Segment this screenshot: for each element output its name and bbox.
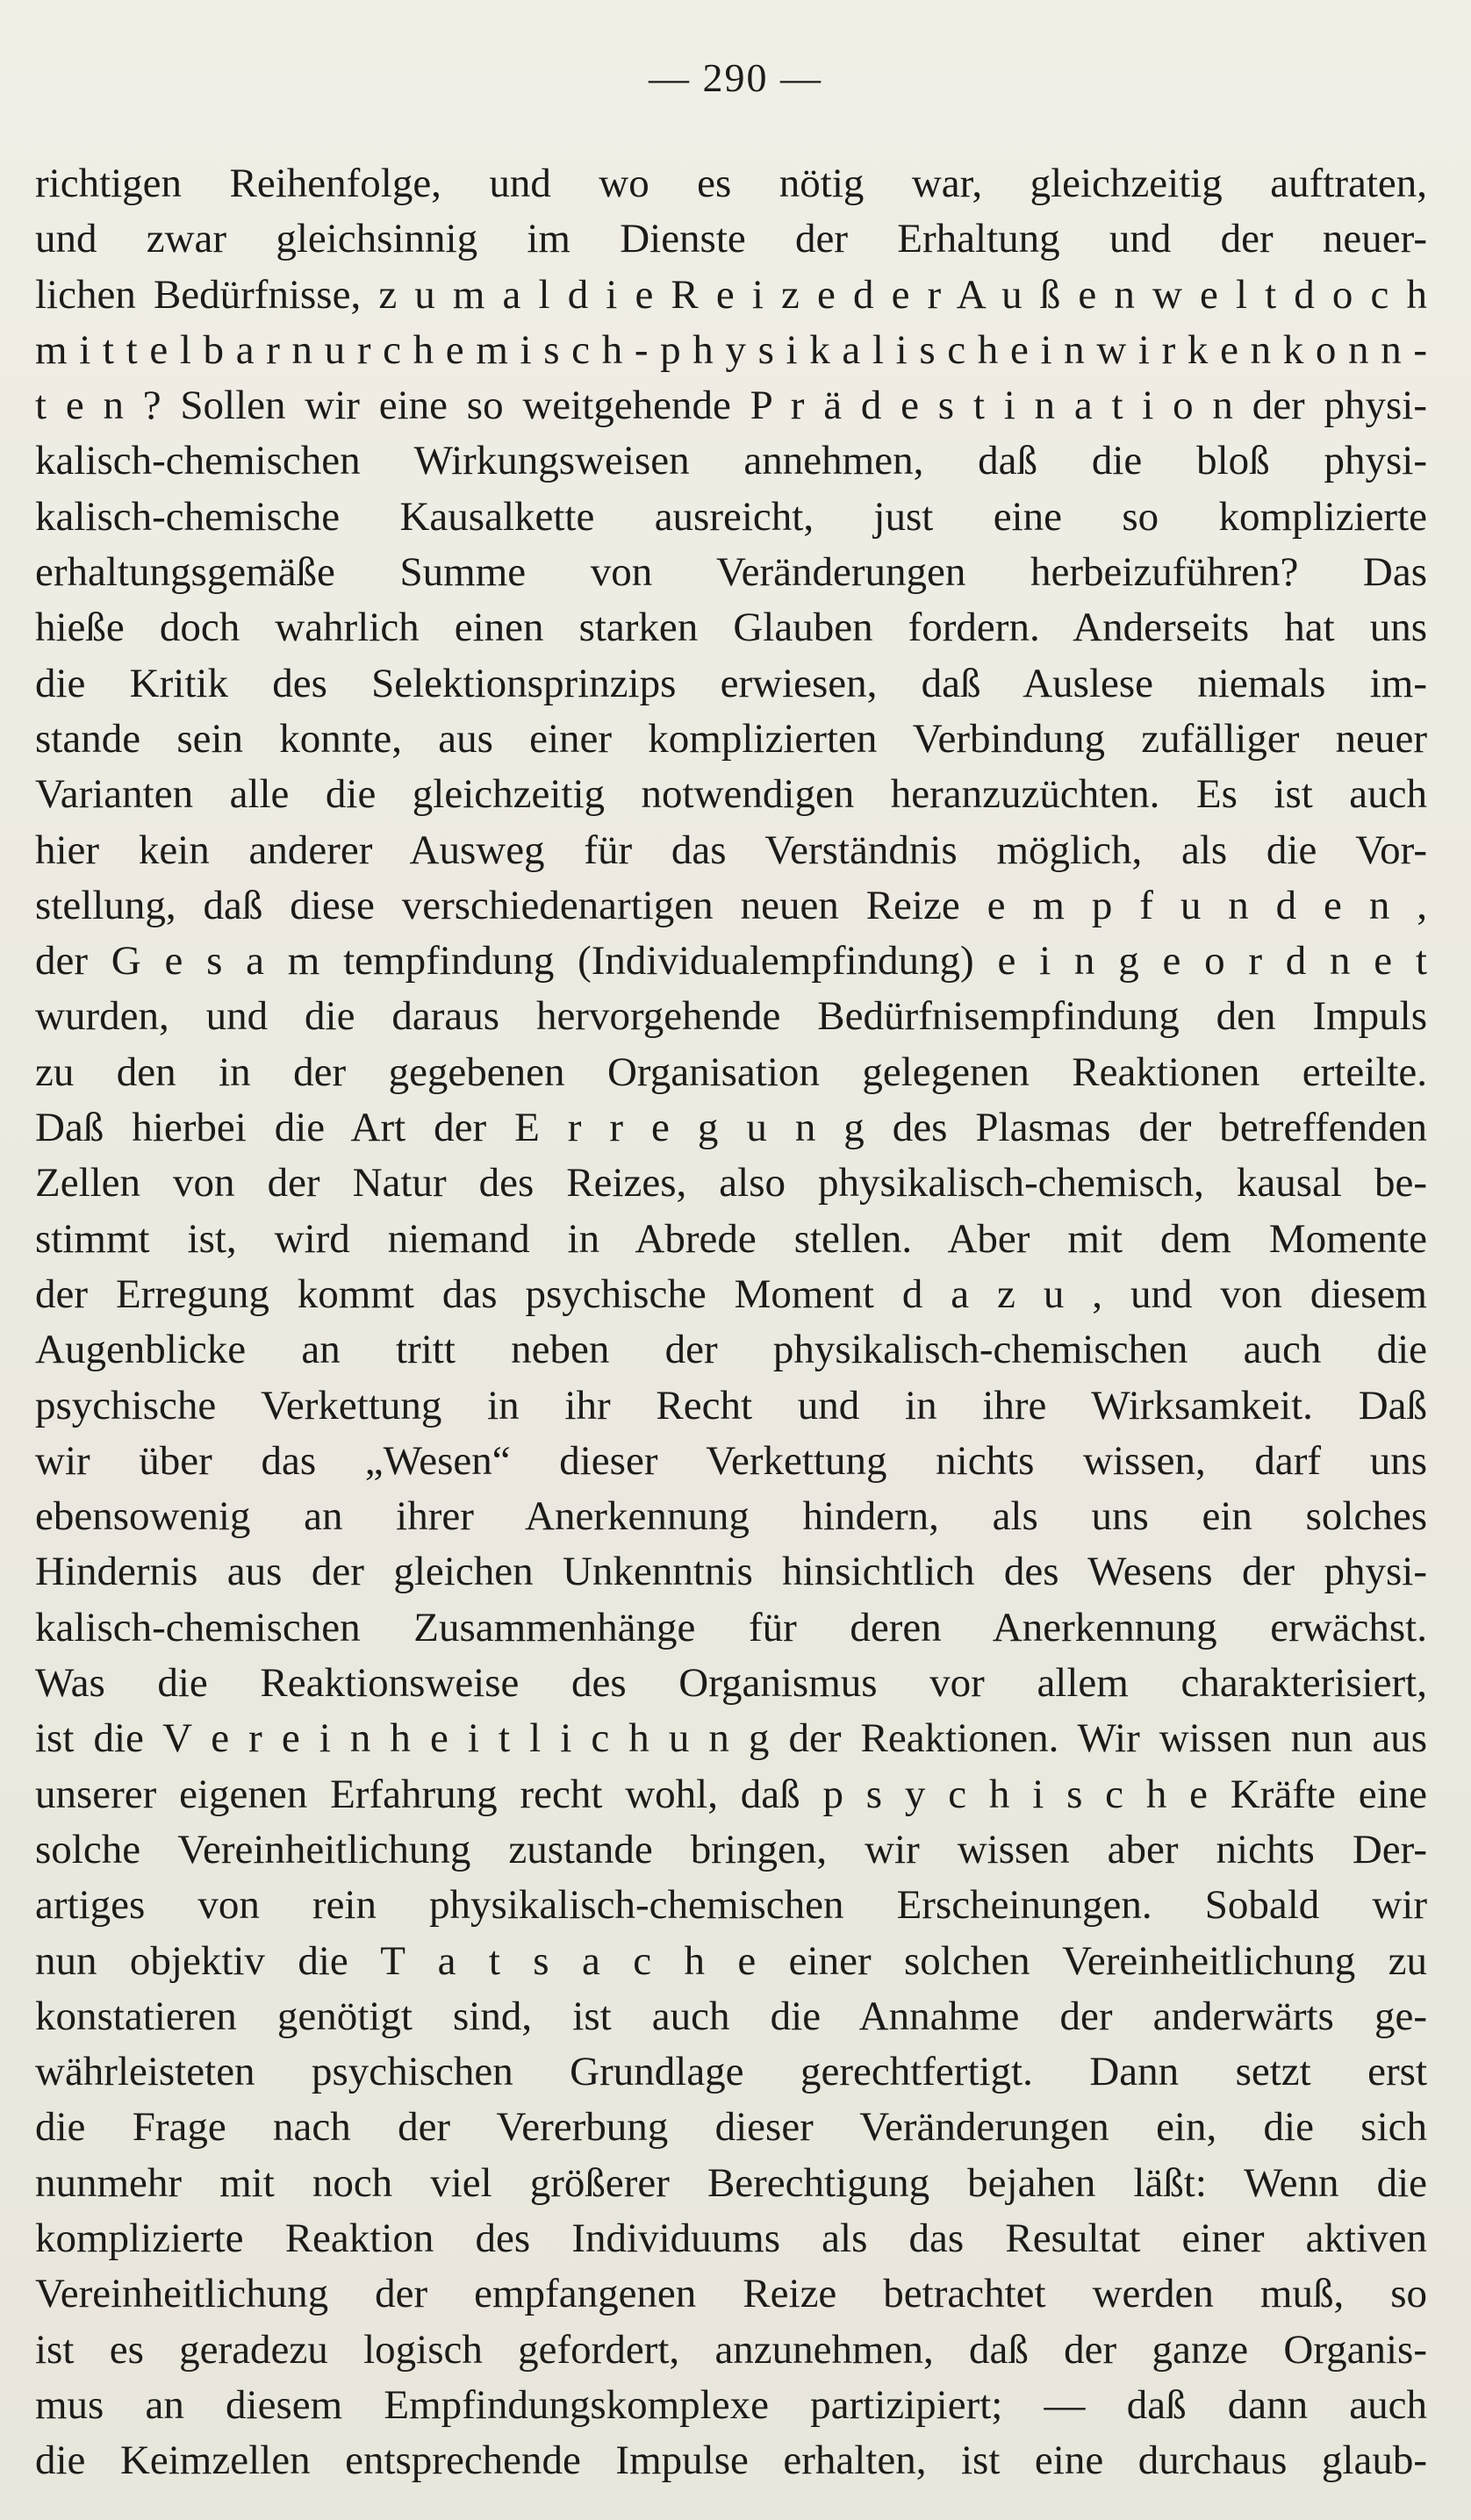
text-line: Augenblicke an tritt neben der physikalisch-chemischen auch die [35, 1327, 1427, 1373]
text-line: solche Vereinheitlichung zustande bringen, wir wissen aber nichts Der- [35, 1826, 1427, 1872]
text-line: nun objektiv die T a t s a c h e einer solchen Vereinheitlichung zu [35, 1937, 1427, 1984]
text-line: stimmt ist, wird niemand in Abrede stellen. Aber mit dem Momente [35, 1215, 1427, 1262]
text-line: ist die V e r e i n h e i t l i c h u n g der Reaktionen. Wir wissen nun aus [35, 1715, 1427, 1762]
text-line: hier kein anderer Ausweg für das Verständnis möglich, als die Vor- [35, 827, 1427, 873]
text-line: die Keimzellen entsprechende Impulse erhalten, ist eine durchaus glaub- [35, 2438, 1427, 2484]
text-line: m i t t e l b a r n u r c h e m i s c h - p h y s i k a l i s c h e i n w i r k e n k o n n - [35, 326, 1427, 373]
text-line: artiges von rein physikalisch-chemischen Erscheinungen. Sobald wir [35, 1882, 1427, 1929]
text-line: die Kritik des Selektionsprinzips erwiesen, daß Auslese niemals im- [35, 660, 1427, 706]
text-line: unserer eigenen Erfahrung recht wohl, daß p s y c h i s c h e Kräfte eine [35, 1771, 1427, 1817]
text-line: kalisch-chemischen Zusammenhänge für deren Anerkennung erwächst. [35, 1604, 1427, 1650]
text-line: kalisch-chemische Kausalkette ausreicht, just eine so komplizierte [35, 493, 1427, 540]
text-line: Daß hierbei die Art der E r r e g u n g des Plasmas der betreffenden [35, 1105, 1427, 1151]
text-line: richtigen Reihenfolge, und wo es nötig war, gleichzeitig auftraten, [35, 161, 1427, 206]
text-line: währleisteten psychischen Grundlage gerechtfertigt. Dann setzt erst [35, 2049, 1427, 2095]
text-line: wurden, und die daraus hervorgehende Bedürfnisempfindung den Impuls [35, 993, 1427, 1040]
text-line: t e n ? Sollen wir eine so weitgehende P r ä d e s t i n a t i o n der physi- [35, 383, 1427, 429]
text-line: erhaltungsgemäße Summe von Veränderungen herbeizuführen? Das [35, 549, 1427, 596]
text-line: Was die Reaktionsweise des Organismus vor allem charakterisiert, [35, 1660, 1427, 1707]
text-line: stande sein konnte, aus einer komplizierten Verbindung zufälliger neuer [35, 715, 1427, 762]
text-line: der Erregung kommt das psychische Moment d a z u , und von diesem [35, 1271, 1427, 1317]
text-line: hieße doch wahrlich einen starken Glauben fordern. Anderseits hat uns [35, 605, 1427, 651]
text-line: der G e s a m tempfindung (Individualempfindung) e i n g e o r d n e t [35, 938, 1427, 984]
text-line: nunmehr mit noch viel größerer Berechtigung bejahen läßt: Wenn die [35, 2159, 1427, 2206]
text-line: Varianten alle die gleichzeitig notwendigen heranzuzüchten. Es ist auch [35, 771, 1427, 818]
text-line: Vereinheitlichung der empfangenen Reize betrachtet werden muß, so [35, 2271, 1427, 2317]
text-line: ebensowenig an ihrer Anerkennung hindern, als uns ein solches [35, 1493, 1427, 1540]
page-number: — 290 — [649, 55, 822, 100]
text-line: zu den in der gegebenen Organisation gelegenen Reaktionen erteilte. [35, 1049, 1427, 1095]
text-line: wir über das „Wesen“ dieser Verkettung nichts wissen, darf uns [35, 1437, 1427, 1484]
body-text [35, 156, 1427, 2488]
text-line: kalisch-chemischen Wirkungsweisen annehmen, daß die bloß physi- [35, 438, 1427, 484]
text-line: komplizierte Reaktion des Individuums als das Resultat einer aktiven [35, 2215, 1427, 2261]
text-line: lichen Bedürfnisse, z u m a l d i e R e i z e d e r A u ß e n w e l t d o c h [35, 271, 1427, 318]
text-line: psychische Verkettung in ihr Recht und in ihre Wirksamkeit. Daß [35, 1382, 1427, 1428]
text-line: mus an diesem Empfindungskomplexe partizipiert; — daß dann auch [35, 2381, 1427, 2428]
text-line: die Frage nach der Vererbung dieser Veränderungen ein, die sich [35, 2104, 1427, 2151]
text-line: Hindernis aus der gleichen Unkenntnis hinsichtlich des Wesens der physi- [35, 1549, 1427, 1595]
text-line: konstatieren genötigt sind, ist auch die Annahme der anderwärts ge- [35, 1993, 1427, 2039]
text-line: stellung, daß diese verschiedenartigen neuen Reize e m p f u n d e n , [35, 882, 1427, 928]
text-line: Zellen von der Natur des Reizes, also physikalisch-chemisch, kausal be- [35, 1160, 1427, 1206]
text-line: ist es geradezu logisch gefordert, anzunehmen, daß der ganze Organis- [35, 2326, 1427, 2373]
text-line: und zwar gleichsinnig im Dienste der Erhaltung und der neuer- [35, 216, 1427, 262]
